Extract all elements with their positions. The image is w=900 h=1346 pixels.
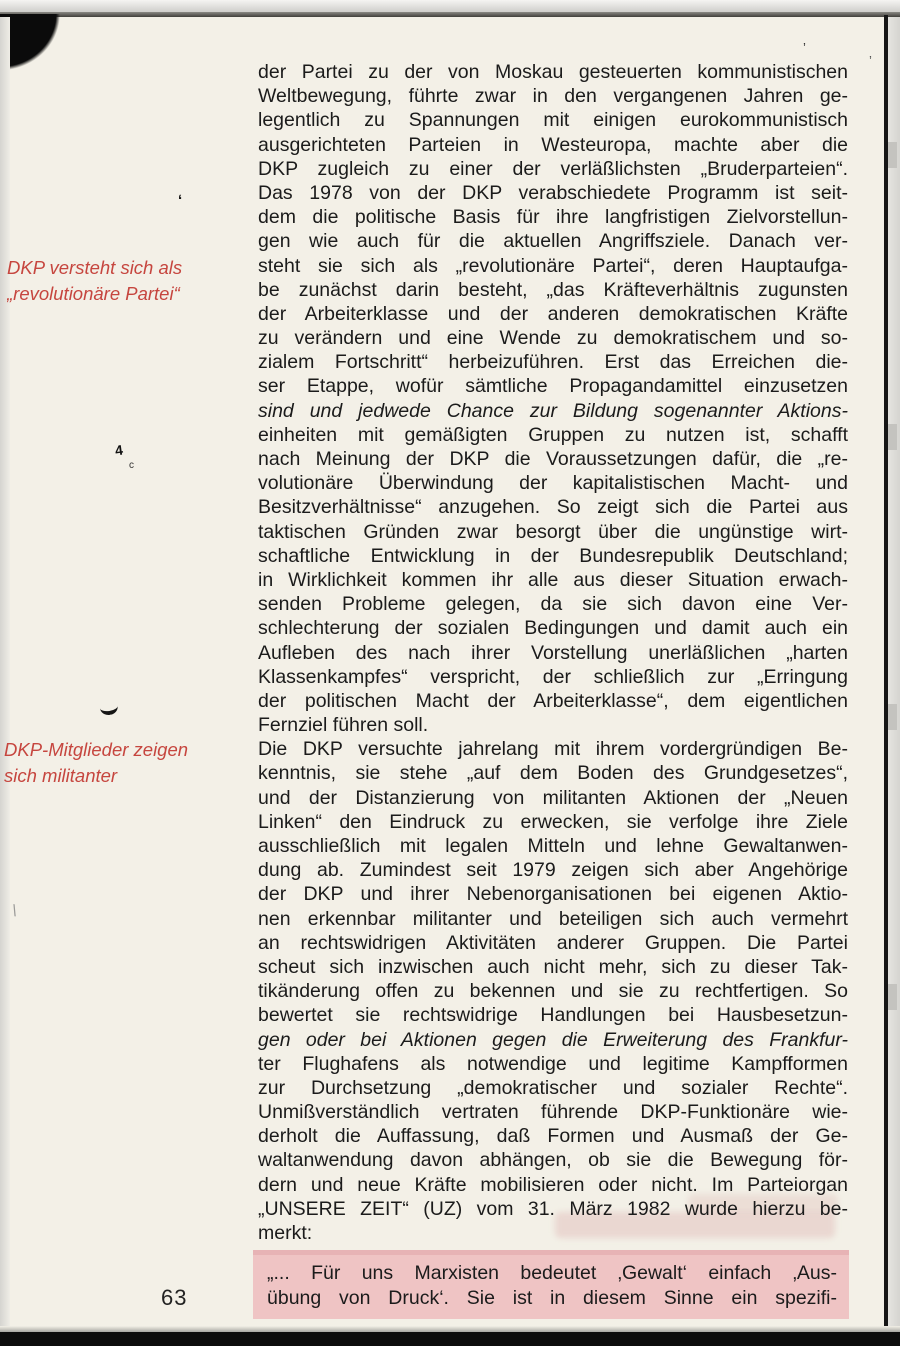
page-edge-nub	[888, 984, 897, 1010]
text-line: der Partei zu der von Moskau gesteuerten kommunistischen	[258, 61, 848, 83]
page-corner-shadow	[0, 14, 100, 108]
text-line: volutionäre Überwindung der kapitalistischen Macht- und	[258, 472, 848, 495]
text-line: waltanwendung davon abhängen, ob sie die Bewegung för-	[258, 1149, 848, 1172]
scan-artifact: \	[10, 902, 18, 921]
text-line: nach Meinung der DKP die Voraussetzungen dafür, die „re-	[258, 448, 848, 470]
text-line: „... Für uns Marxisten bedeutet ‚Gewalt‘ einfach ‚Aus-	[267, 1262, 837, 1284]
text-line: ausgerichteten Parteien in Westeuropa, machte aber die	[258, 133, 848, 156]
text-line: der DKP und ihrer Nebenorganisationen bei eigenen Aktio-	[258, 883, 848, 906]
text-line: der politischen Macht der Arbeiterklasse“, dem eigentlichen	[258, 689, 848, 712]
text-line: Aufleben des nach ihrer Vorstellung unerläßlichen „harten	[258, 641, 848, 664]
text-line: „revolutionäre Partei“	[7, 283, 180, 304]
text-line: einheiten mit gemäßigten Gruppen zu nutzen ist, schafft	[258, 423, 848, 446]
text-line: DKP versteht sich als	[7, 257, 183, 278]
text-line: Weltbewegung, führte zwar in den vergangenen Jahren ge-	[258, 85, 848, 108]
page-left-edge	[0, 17, 10, 1332]
scan-artifact: ’	[803, 40, 806, 55]
page-edge-nub	[888, 142, 897, 168]
text-line: gen wie auch für die aktuellen Angriffsziele. Danach ver-	[258, 230, 848, 253]
text-line: senden Probleme gelegen, da sie sich davon eine Ver-	[258, 593, 848, 616]
text-line: nen erkennbar militanter und beteiligen sich auch vermehrt	[258, 907, 848, 930]
scan-bottom-edge	[0, 1332, 900, 1346]
text-line: der Arbeiterklasse und der anderen demokratischen Kräfte	[258, 302, 848, 325]
text-line: kenntnis, sie stehe „auf dem Boden des Grundgesetzes“,	[258, 762, 848, 785]
text-line: schaftliche Entwicklung in der Bundesrepublik Deutschland;	[258, 544, 848, 567]
page-number: 63	[161, 1285, 188, 1310]
text-line: schlechterung der sozialen Bedingungen und damit auch ein	[258, 617, 848, 640]
scan-artifact: ’	[869, 53, 872, 68]
text-line: ausschließlich mit legalen Mitteln und lehne Gewaltanwen-	[258, 835, 848, 857]
paragraph-dkp-militant	[258, 737, 848, 1245]
margin-note-members-militant	[4, 737, 239, 789]
text-line: Linken“ den Eindruck zu erwecken, sie verfolge ihre Ziele	[258, 810, 848, 833]
scan-artifact: 4	[113, 441, 124, 459]
text-line: bewertet sie rechtswidrige Handlungen bei Hausbesetzun-	[258, 1004, 848, 1027]
text-line: derholt die Auffassung, daß Formen und Ausmaß der Ge-	[258, 1125, 848, 1148]
text-line: merkt:	[258, 1222, 313, 1244]
text-line: sind und jedwede Chance zur Bildung sogenannter Aktions-	[258, 399, 848, 422]
text-line: legentlich zu Spannungen mit einigen eurokommunistisch	[258, 109, 848, 132]
text-line: dem die politische Basis für ihre langfristigen Zielvorstellun-	[258, 206, 848, 229]
paragraph-dkp-program	[258, 60, 848, 737]
checkmark-pencil-artifact	[99, 701, 119, 716]
text-line: sich militanter	[4, 765, 118, 786]
scan-artifact: ʻ	[178, 192, 183, 209]
text-line: Besitzverhältnisse“ anzugehen. So zeigt sich die Partei aus	[258, 496, 848, 519]
text-line: be zunächst darin besteht, „das Kräfteverhältnis zugunsten	[258, 278, 848, 301]
body-text-column	[258, 60, 848, 1245]
scan-top-edge	[0, 0, 900, 12]
page-top-edge-line	[0, 12, 900, 17]
text-line: steht sie sich als „revolutionäre Partei“, deren Hauptaufga-	[258, 254, 848, 277]
text-line: Klassenkampfes“ verspricht, der schließlich zur „Erringung	[258, 665, 848, 688]
text-line: und der Distanzierung von militanten Aktionen der „Neuen	[258, 786, 848, 809]
highlighted-quote	[253, 1250, 849, 1319]
text-line: ter Flughafens als notwendige und legitime Kampfformen	[258, 1052, 848, 1075]
text-line: zu verändern und eine Wende zu demokratischem und so-	[258, 327, 848, 350]
page-right-edge-line	[884, 15, 888, 1334]
text-line: in Wirklichkeit kommen ihr alle aus dieser Situation erwach-	[258, 568, 848, 591]
text-line: „UNSERE ZEIT“ (UZ) vom 31. März 1982 wurde hierzu be-	[258, 1197, 848, 1220]
text-line: dern und neue Kräfte mobilisieren oder nicht. Im Parteiorgan	[258, 1173, 848, 1196]
text-line: tikänderung offen zu bekennen und sie zu rechtfertigen. So	[258, 980, 848, 1003]
text-line: ser Etappe, wofür sämtliche Propagandamittel einzusetzen	[258, 375, 848, 398]
text-line: zialem Fortschritt“ herbeizuführen. Erst das Erreichen die-	[258, 351, 848, 374]
margin-note-revolutionary-party	[7, 255, 242, 307]
text-line: dung ab. Zumindest seit 1979 zeigen sich aber Angehörige	[258, 859, 848, 882]
scan-artifact: c	[129, 460, 134, 471]
text-line: Unmißverständlich vertraten führende DKP-Funktionäre wie-	[258, 1101, 848, 1124]
scan-right-edge	[888, 17, 900, 1332]
text-line: Das 1978 von der DKP verabschiedete Programm ist seit-	[258, 181, 848, 204]
text-line: Fernziel führen soll.	[258, 714, 429, 737]
text-line: Die DKP versuchte jahrelang mit ihrem vordergründigen Be-	[258, 738, 848, 761]
text-line: übung von Druck‘. Sie ist in diesem Sinne ein spezifi-	[267, 1286, 837, 1309]
text-line: DKP-Mitglieder zeigen	[4, 739, 189, 760]
text-line: scheut sich inzwischen auch nicht mehr, sich zu dieser Tak-	[258, 955, 848, 978]
page-edge-nub	[888, 704, 897, 730]
page-edge-nub	[888, 424, 897, 450]
text-line: gen oder bei Aktionen gegen die Erweiterung des Frankfur-	[258, 1028, 848, 1051]
text-line: taktischen Gründen zwar besorgt über die ungünstige wirt-	[258, 520, 848, 543]
text-line: DKP zugleich zu einer der verläßlichsten „Bruderparteien“.	[258, 157, 848, 180]
text-line: an rechtswidrigen Aktivitäten anderer Gruppen. Die Partei	[258, 931, 848, 954]
text-line: zur Durchsetzung „demokratischer und sozialer Rechte“.	[258, 1076, 848, 1099]
